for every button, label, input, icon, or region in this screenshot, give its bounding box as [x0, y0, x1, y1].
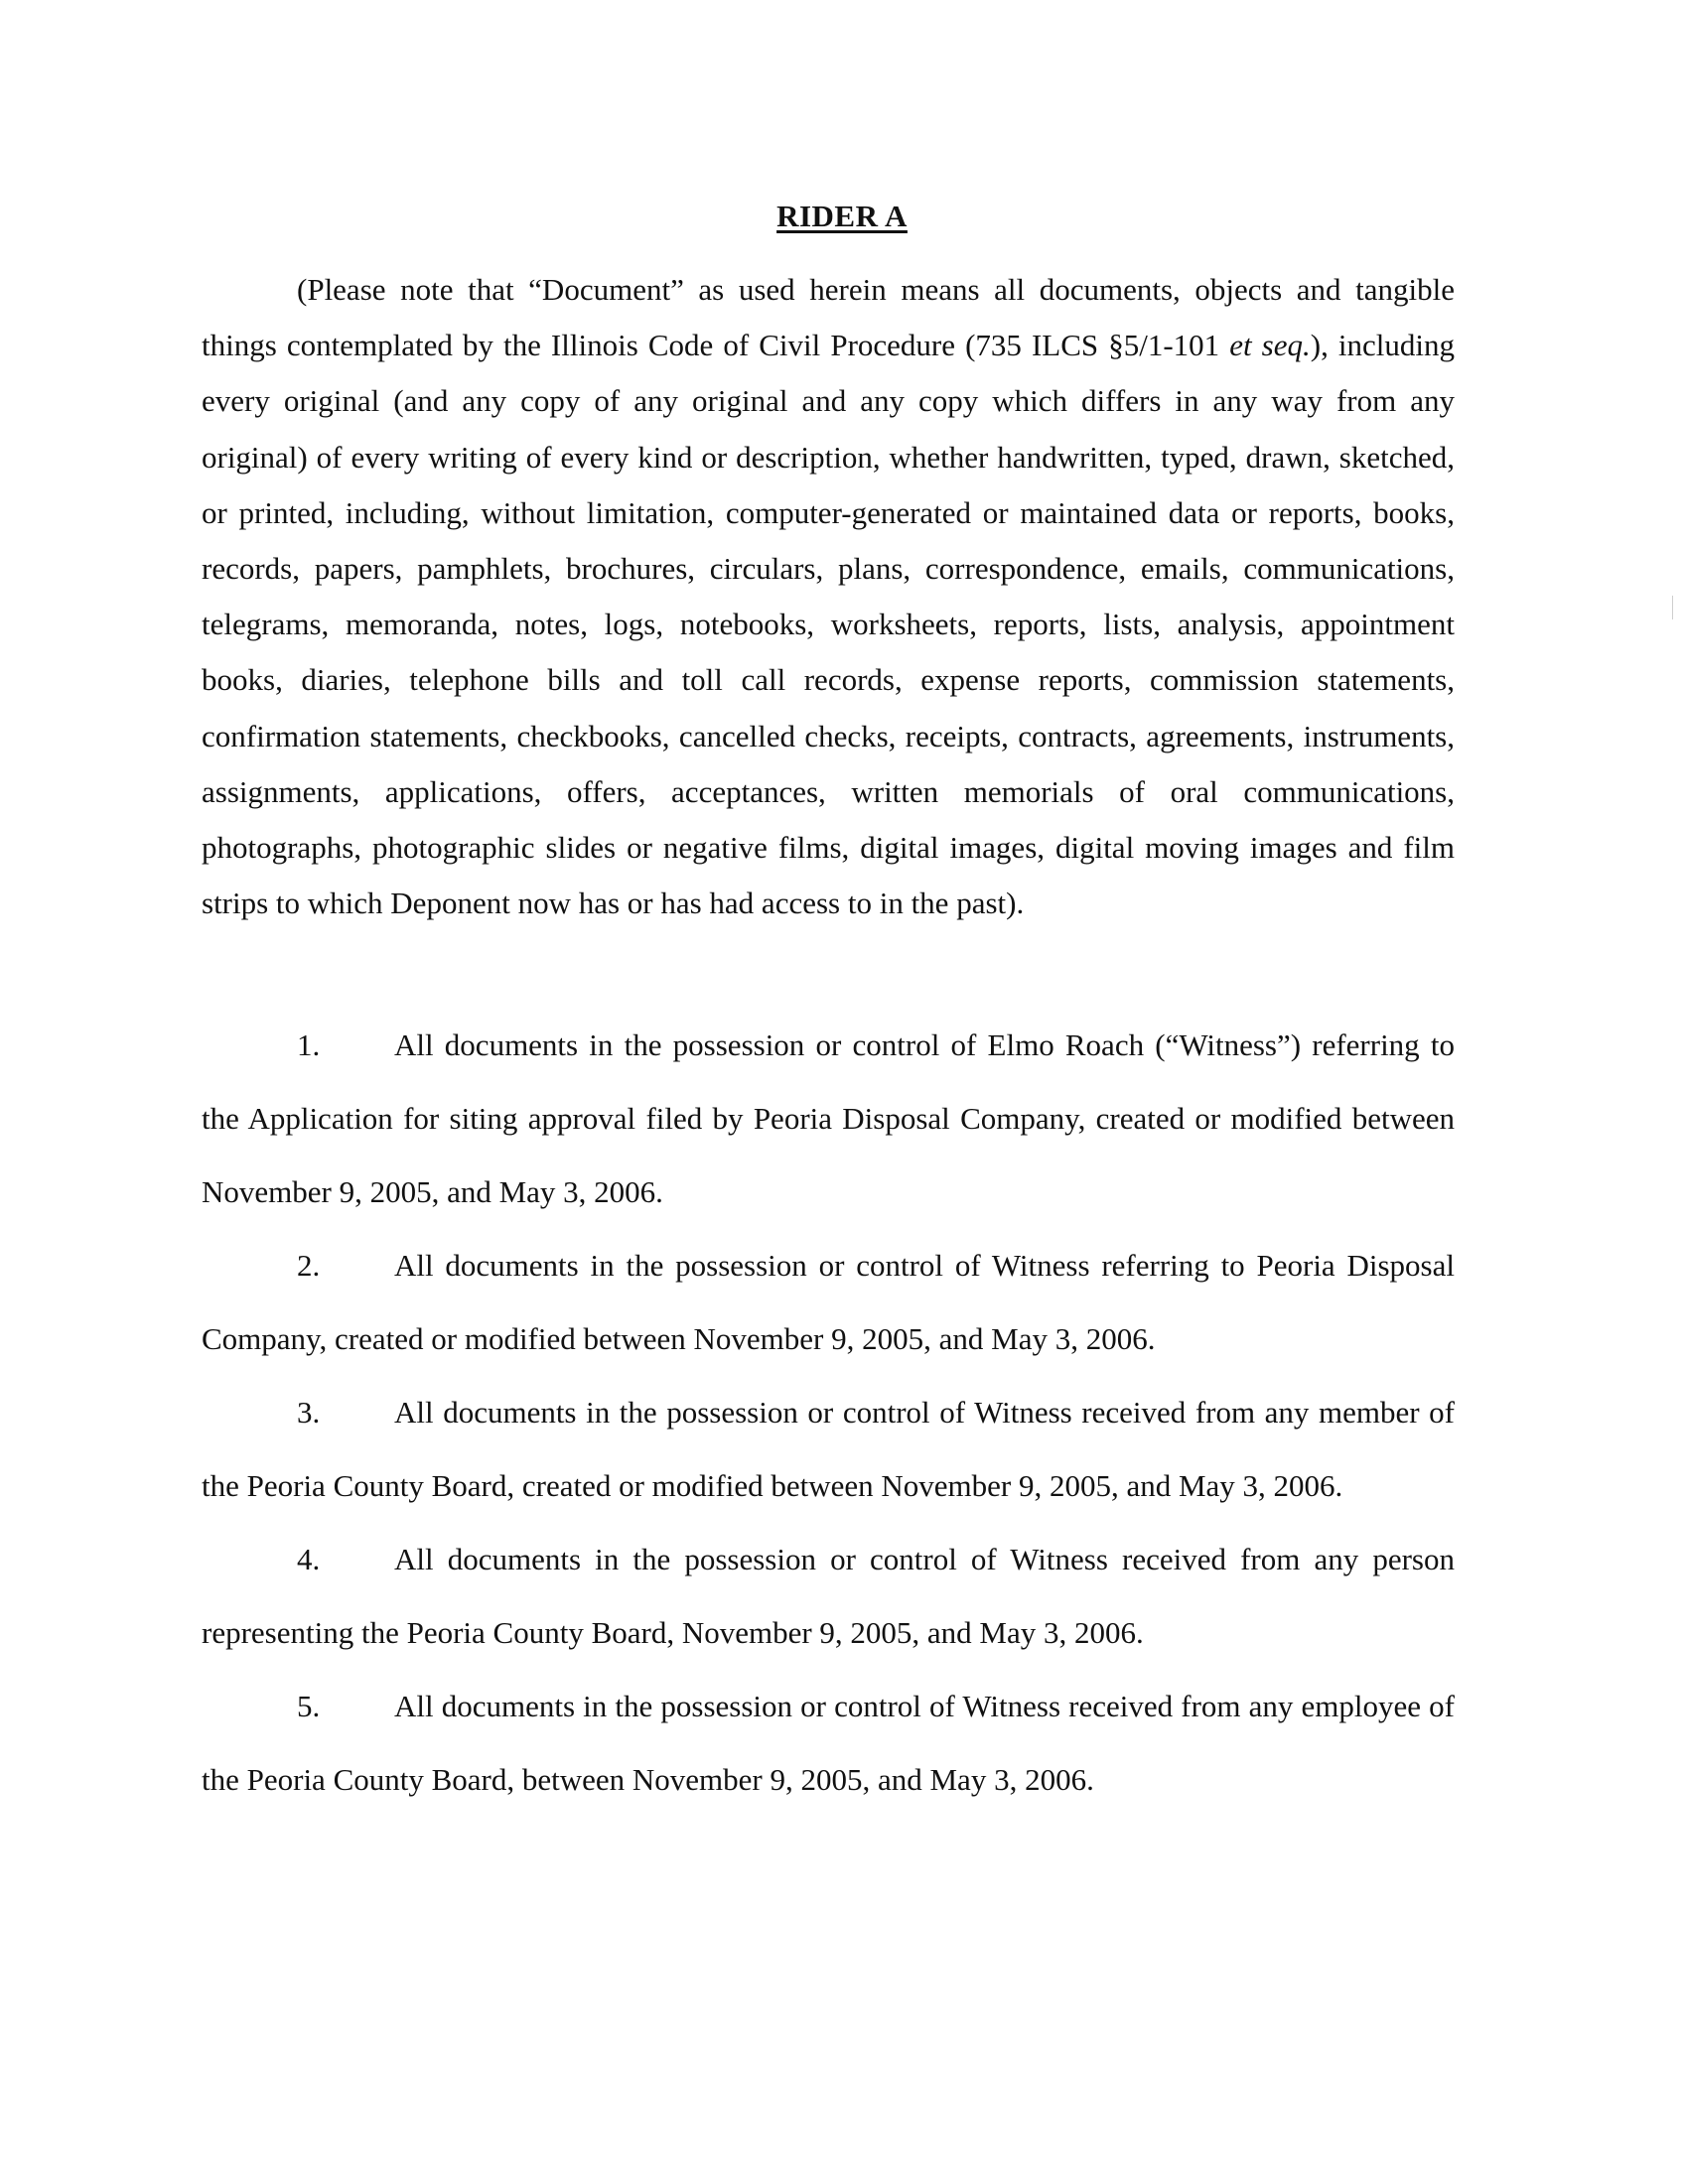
- request-number: 2.: [297, 1248, 321, 1283]
- request-text: All documents in the possession or control of Witness received from any employee of the Peoria County Board, between November 9, 2005, and May 3, 2006.: [202, 1689, 1455, 1797]
- request-number: 4.: [297, 1542, 321, 1576]
- request-item-3: [202, 1376, 1455, 1523]
- definition-paragraph: [202, 262, 1455, 931]
- scan-artifact: [1672, 596, 1673, 619]
- request-text: All documents in the possession or control of Witness referring to Peoria Disposal Company, created or modified between November 9, 2005, and May 3, 2006.: [202, 1248, 1455, 1356]
- request-item-1: [202, 1009, 1455, 1229]
- document-title: RIDER A: [776, 199, 908, 233]
- request-text: All documents in the possession or control of Elmo Roach (“Witness”) referring to the Application for siting approval filed by Peoria Disposal Company, created or modified between November 9, 2005, and May 3, 2006.: [202, 1027, 1455, 1209]
- request-item-2: [202, 1229, 1455, 1376]
- request-number: 3.: [297, 1395, 321, 1430]
- definition-text-part-2: ), including every original (and any copy of any original and any copy which differs in any way from any original) of every writing of every kind or description, whether handwritten, typed, drawn, sketched, or printed, including, without limitation, computer-generated or maintained data or reports, books, records, papers, pamphlets, brochures, circulars, plans, correspondence, emails, communications, telegrams, memoranda, notes, logs, notebooks, worksheets, reports, lists, analysis, appointment books, diaries, telephone bills and toll call records, expense reports, commission statements, confirmation statements, checkbooks, cancelled checks, receipts, contracts, agreements, instruments, assignments, applications, offers, acceptances, written memorials of oral communications, photographs, photographic slides or negative films, digital images, digital moving images and film strips to which Deponent now has or has had access to in the past).: [202, 328, 1456, 921]
- definition-text-part-1: (Please note that “Document” as used herein means all documents, objects and tangible things contemplated by the Illinois Code of Civil Procedure (735 ILCS §5/1-101: [202, 272, 1455, 363]
- definition-citation-italic: et seq.: [1229, 328, 1311, 363]
- request-item-5: [202, 1670, 1455, 1817]
- request-number: 1.: [297, 1027, 321, 1062]
- request-number: 5.: [297, 1689, 321, 1723]
- request-text: All documents in the possession or control of Witness received from any member of the Peoria County Board, created or modified between November 9, 2005, and May 3, 2006.: [202, 1395, 1455, 1503]
- request-list: [202, 1009, 1455, 1817]
- request-text: All documents in the possession or control of Witness received from any person representing the Peoria County Board, November 9, 2005, and May 3, 2006.: [202, 1542, 1455, 1650]
- request-item-4: [202, 1523, 1455, 1670]
